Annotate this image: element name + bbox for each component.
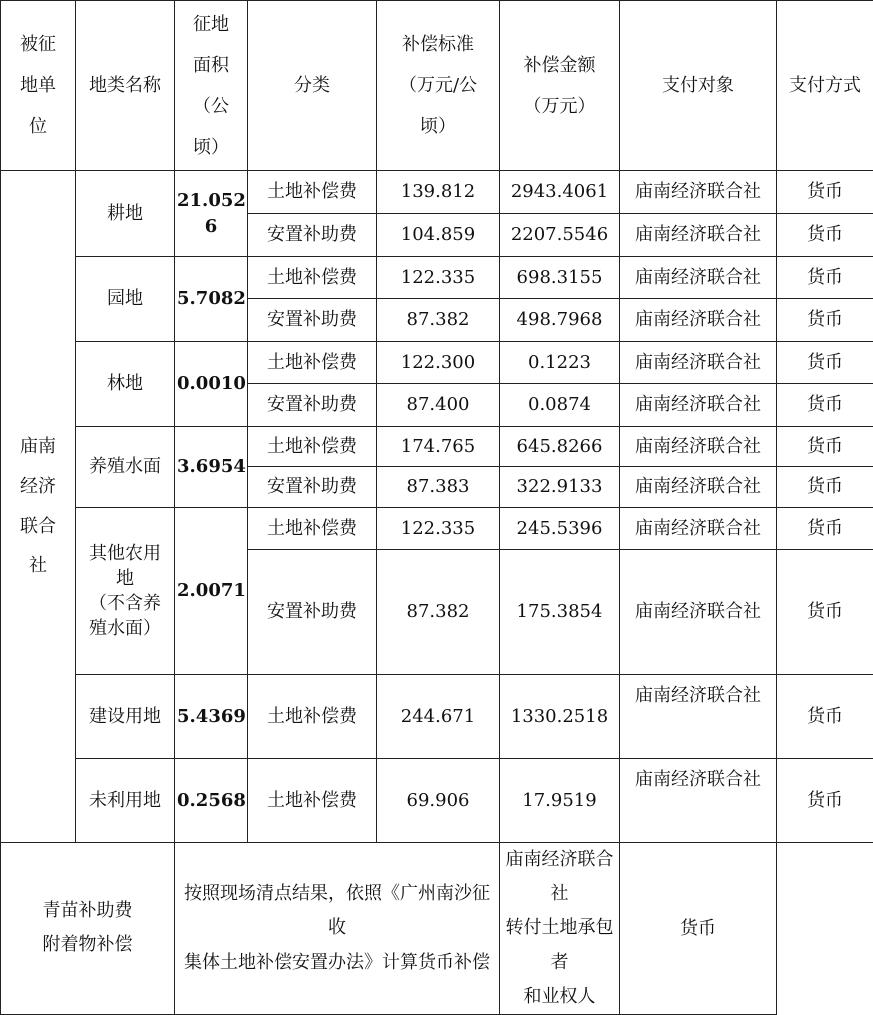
land-type-cell bbox=[76, 342, 175, 427]
method-cell: 货币 bbox=[777, 257, 873, 299]
amount-cell: 645.8266 bbox=[500, 427, 620, 467]
category-cell: 土地补偿费 bbox=[248, 257, 377, 299]
footer-note-line: 按照现场清点结果，依照《广州南沙征收 bbox=[177, 877, 497, 945]
land-type-cell bbox=[76, 427, 175, 508]
header-method: 支付方式 bbox=[777, 1, 873, 171]
table-row bbox=[1, 342, 873, 384]
method-cell: 货币 bbox=[777, 550, 873, 675]
standard-cell: 104.859 bbox=[377, 214, 500, 257]
land-type-line: 耕地 bbox=[78, 201, 172, 226]
amount-cell: 0.0874 bbox=[500, 384, 620, 427]
category-cell: 土地补偿费 bbox=[248, 171, 377, 214]
land-type-line: 其他农用 bbox=[78, 541, 172, 566]
land-type-cell bbox=[76, 759, 175, 843]
payee-cell: 庙南经济联合社 bbox=[620, 342, 777, 384]
unit-name-line: 联合 bbox=[3, 507, 73, 547]
header-land-type: 地类名称 bbox=[76, 1, 175, 171]
header-area-line: 征地 bbox=[177, 4, 245, 45]
payee-cell: 庙南经济联合社 bbox=[620, 299, 777, 342]
method-cell: 货币 bbox=[777, 508, 873, 550]
area-cell bbox=[175, 257, 248, 342]
land-type-line: （不含养 bbox=[78, 591, 172, 616]
area-cell bbox=[175, 759, 248, 843]
amount-cell: 0.1223 bbox=[500, 342, 620, 384]
header-area-line: （公 bbox=[177, 86, 245, 127]
amount-cell: 498.7968 bbox=[500, 299, 620, 342]
category-cell: 安置补助费 bbox=[248, 467, 377, 508]
land-type-line: 林地 bbox=[78, 371, 172, 396]
category-cell: 安置补助费 bbox=[248, 384, 377, 427]
footer-name-line: 青苗补助费 bbox=[3, 894, 172, 928]
header-amount-line: 补偿金额 bbox=[502, 45, 617, 86]
area-value: 2.0071 bbox=[177, 578, 245, 603]
area-cell bbox=[175, 171, 248, 257]
area-cell bbox=[175, 427, 248, 508]
land-type-line: 养殖水面 bbox=[78, 454, 172, 479]
amount-cell: 2207.5546 bbox=[500, 214, 620, 257]
land-type-line: 殖水面） bbox=[78, 616, 172, 641]
footer-method-cell: 货币 bbox=[620, 843, 777, 1015]
amount-cell: 175.3854 bbox=[500, 550, 620, 675]
category-cell: 土地补偿费 bbox=[248, 508, 377, 550]
table-row bbox=[1, 759, 873, 843]
header-area-line: 面积 bbox=[177, 45, 245, 86]
header-standard-line: 补偿标准 bbox=[379, 24, 497, 65]
footer-payee-line: 转付土地承包者 bbox=[502, 911, 617, 979]
header-unit-line: 地单 bbox=[3, 65, 73, 106]
payee-cell: 庙南经济联合社 bbox=[620, 508, 777, 550]
payee-cell: 庙南经济联合社 bbox=[620, 171, 777, 214]
payee-cell: 庙南经济联合社 bbox=[620, 214, 777, 257]
table-row bbox=[1, 171, 873, 214]
payee-cell: 庙南经济联合社 bbox=[620, 550, 777, 675]
footer-payee-cell bbox=[500, 843, 620, 1015]
table-row bbox=[1, 508, 873, 550]
payee-cell: 庙南经济联合社 bbox=[620, 467, 777, 508]
header-area bbox=[175, 1, 248, 171]
land-type-cell bbox=[76, 675, 175, 759]
area-value: 0.2568 bbox=[177, 788, 245, 813]
header-amount bbox=[500, 1, 620, 171]
header-unit-line: 被征 bbox=[3, 24, 73, 65]
standard-cell: 69.906 bbox=[377, 759, 500, 843]
table-row bbox=[1, 675, 873, 759]
footer-row bbox=[1, 843, 873, 1015]
category-cell: 安置补助费 bbox=[248, 550, 377, 675]
category-cell: 安置补助费 bbox=[248, 299, 377, 342]
category-cell: 土地补偿费 bbox=[248, 342, 377, 384]
standard-cell: 122.300 bbox=[377, 342, 500, 384]
payee-cell: 庙南经济联合社 bbox=[620, 257, 777, 299]
area-value: 21.052 bbox=[177, 188, 245, 213]
unit-name-line: 庙南 bbox=[3, 427, 73, 467]
header-category: 分类 bbox=[248, 1, 377, 171]
standard-cell: 122.335 bbox=[377, 508, 500, 550]
method-cell: 货币 bbox=[777, 467, 873, 508]
standard-cell: 139.812 bbox=[377, 171, 500, 214]
land-type-line: 建设用地 bbox=[78, 704, 172, 729]
amount-cell: 2943.4061 bbox=[500, 171, 620, 214]
footer-note-line: 集体土地补偿安置办法》计算货币补偿 bbox=[177, 946, 497, 980]
category-cell: 土地补偿费 bbox=[248, 427, 377, 467]
method-cell: 货币 bbox=[777, 384, 873, 427]
standard-cell: 87.383 bbox=[377, 467, 500, 508]
category-cell: 安置补助费 bbox=[248, 214, 377, 257]
method-cell: 货币 bbox=[777, 214, 873, 257]
land-type-line: 未利用地 bbox=[78, 788, 172, 813]
footer-payee-line: 和业权人 bbox=[502, 980, 617, 1014]
header-amount-line: （万元） bbox=[502, 86, 617, 127]
table-row bbox=[1, 427, 873, 467]
payee-cell: 庙南经济联合社 bbox=[620, 675, 777, 759]
method-cell: 货币 bbox=[777, 759, 873, 843]
method-cell: 货币 bbox=[777, 427, 873, 467]
amount-cell: 322.9133 bbox=[500, 467, 620, 508]
footer-note-cell bbox=[175, 843, 500, 1015]
standard-cell: 87.382 bbox=[377, 550, 500, 675]
area-value: 0.0010 bbox=[177, 371, 245, 396]
footer-name-cell bbox=[1, 843, 175, 1015]
standard-cell: 174.765 bbox=[377, 427, 500, 467]
area-cell bbox=[175, 508, 248, 675]
area-cell bbox=[175, 342, 248, 427]
table-row bbox=[1, 257, 873, 299]
standard-cell: 87.382 bbox=[377, 299, 500, 342]
payee-cell: 庙南经济联合社 bbox=[620, 759, 777, 843]
category-cell: 土地补偿费 bbox=[248, 675, 377, 759]
header-standard-line: 顷） bbox=[379, 106, 497, 147]
standard-cell: 122.335 bbox=[377, 257, 500, 299]
method-cell: 货币 bbox=[777, 299, 873, 342]
category-cell: 土地补偿费 bbox=[248, 759, 377, 843]
method-cell: 货币 bbox=[777, 171, 873, 214]
header-standard-line: （万元/公 bbox=[379, 65, 497, 106]
header-standard bbox=[377, 1, 500, 171]
unit-name-line: 社 bbox=[3, 546, 73, 586]
standard-cell: 87.400 bbox=[377, 384, 500, 427]
amount-cell: 245.5396 bbox=[500, 508, 620, 550]
amount-cell: 698.3155 bbox=[500, 257, 620, 299]
header-row bbox=[1, 1, 873, 171]
method-cell: 货币 bbox=[777, 675, 873, 759]
header-area-line: 顷） bbox=[177, 127, 245, 168]
area-value: 6 bbox=[177, 214, 245, 239]
land-type-cell bbox=[76, 171, 175, 257]
payee-cell: 庙南经济联合社 bbox=[620, 384, 777, 427]
header-unit bbox=[1, 1, 76, 171]
footer-name-line: 附着物补偿 bbox=[3, 928, 172, 962]
land-type-line: 地 bbox=[78, 566, 172, 591]
area-value: 3.6954 bbox=[177, 454, 245, 479]
unit-name-line: 经济 bbox=[3, 467, 73, 507]
area-value: 5.7082 bbox=[177, 286, 245, 311]
header-payee: 支付对象 bbox=[620, 1, 777, 171]
area-cell bbox=[175, 675, 248, 759]
unit-name-cell bbox=[1, 171, 76, 843]
amount-cell: 17.9519 bbox=[500, 759, 620, 843]
method-cell: 货币 bbox=[777, 342, 873, 384]
area-value: 5.4369 bbox=[177, 704, 245, 729]
amount-cell: 1330.2518 bbox=[500, 675, 620, 759]
header-unit-line: 位 bbox=[3, 106, 73, 147]
payee-cell: 庙南经济联合社 bbox=[620, 427, 777, 467]
footer-payee-line: 庙南经济联合社 bbox=[502, 843, 617, 911]
land-type-line: 园地 bbox=[78, 286, 172, 311]
standard-cell: 244.671 bbox=[377, 675, 500, 759]
land-type-cell bbox=[76, 257, 175, 342]
land-type-cell bbox=[76, 508, 175, 675]
